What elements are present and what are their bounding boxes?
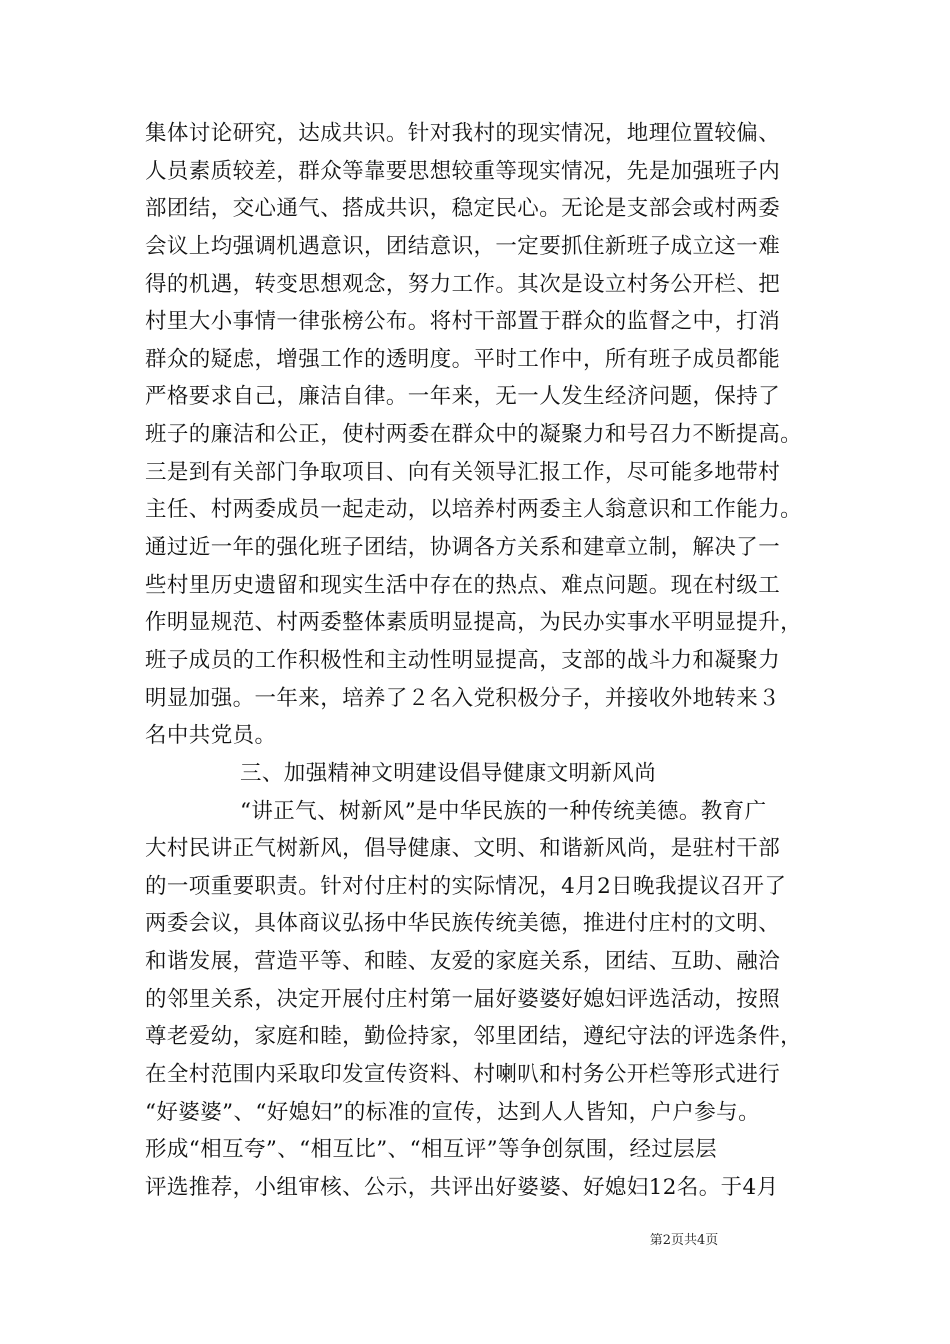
page-footer [0,1233,950,1249]
paragraph-line: 得的机遇，转变思想观念，努力工作。其次是设立村务公开栏、把 [145,271,781,297]
paragraph-line: 群众的疑虑，增强工作的透明度。平时工作中，所有班子成员都能 [145,346,781,372]
paragraph-line: 作明显规范、村两委整体素质明显提高，为民办实事水平明显提升， [145,610,803,636]
paragraph-line: 形成“相互夸”、“相互比”、“相互评”等争创氛围，经过层层 [145,1137,718,1163]
paragraph-line: 的邻里关系，决定开展付庄村第一届好婆婆好媳妇评选活动，按照 [145,986,781,1012]
paragraph-line: 会议上均强调机遇意识，团结意识，一定要抓住新班子成立这一难 [145,233,781,259]
paragraph-line: 严格要求自己，廉洁自律。一年来，无一人发生经济问题，保持了 [145,384,781,410]
paragraph-line: 的一项重要职责。针对付庄村的实际情况，4月2日晚我提议召开了 [145,873,787,899]
paragraph-line: 大村民讲正气树新风，倡导健康、文明、和谐新风尚，是驻村干部 [145,836,781,862]
page-number: 第2页共4页 [649,1233,719,1248]
paragraph-line: 班子的廉洁和公正，使村两委在群众中的凝聚力和号召力不断提高。 [145,422,803,448]
paragraph-line: 明显加强。一年来，培养了２名入党积极分子，并接收外地转来３ [145,685,781,711]
paragraph-line: 评选推荐，小组审核、公示，共评出好婆婆、好媳妇12名。于4月 [145,1174,779,1200]
paragraph-line: 三是到有关部门争取项目、向有关领导汇报工作，尽可能多地带村 [145,459,781,485]
paragraph-line: 在全村范围内采取印发宣传资料、村喇叭和村务公开栏等形式进行 [145,1062,781,1088]
paragraph-line: 些村里历史遗留和现实生活中存在的热点、难点问题。现在村级工 [145,572,781,598]
section-heading: 三、加强精神文明建设倡导健康文明新风尚 [240,760,657,786]
paragraph-line: 部团结，交心通气、搭成共识，稳定民心。无论是支部会或村两委 [145,196,781,222]
paragraph-line: 名中共党员。 [145,723,277,749]
paragraph-line: “讲正气、树新风”是中华民族的一种传统美德。教育广 [240,798,767,824]
paragraph-line: 通过近一年的强化班子团结，协调各方关系和建章立制，解决了一 [145,535,781,561]
paragraph-line: 村里大小事情一律张榜公布。将村干部置于群众的监督之中，打消 [145,309,781,335]
paragraph-line: 班子成员的工作积极性和主动性明显提高，支部的战斗力和凝聚力 [145,647,781,673]
paragraph-line: 两委会议，具体商议弘扬中华民族传统美德，推进付庄村的文明、 [145,911,781,937]
paragraph-line: 和谐发展，营造平等、和睦、友爱的家庭关系，团结、互助、融洽 [145,949,781,975]
paragraph-line: 尊老爱幼，家庭和睦，勤俭持家，邻里团结，遵纪守法的评选条件， [145,1024,803,1050]
paragraph-line: 主任、村两委成员一起走动，以培养村两委主人翁意识和工作能力。 [145,497,803,523]
paragraph-line: 人员素质较差，群众等靠要思想较重等现实情况，先是加强班子内 [145,158,781,184]
paragraph-line: “好婆婆”、“好媳妇”的标准的宣传，达到人人皆知，户户参与。 [145,1099,760,1125]
paragraph-line: 集体讨论研究，达成共识。针对我村的现实情况，地理位置较偏、 [145,121,781,146]
document-body [145,115,805,1207]
